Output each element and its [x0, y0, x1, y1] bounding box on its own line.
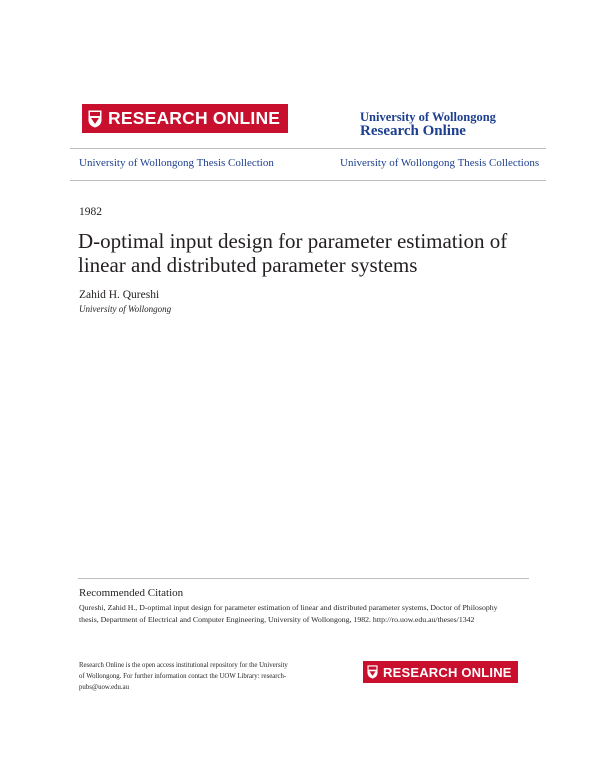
uow-shield-icon — [88, 110, 102, 128]
logo-text: RESEARCH ONLINE — [383, 664, 512, 680]
uow-shield-icon — [367, 665, 378, 679]
thesis-collection-link[interactable]: University of Wollongong Thesis Collection — [79, 157, 274, 169]
divider — [78, 578, 529, 579]
author-affiliation: University of Wollongong — [79, 304, 172, 314]
repository-name[interactable]: Research Online — [360, 123, 466, 139]
logo-text: RESEARCH ONLINE — [108, 108, 281, 128]
author-name[interactable]: Zahid H. Qureshi — [79, 289, 160, 301]
publication-year: 1982 — [79, 206, 102, 218]
research-online-footer-logo[interactable] — [363, 661, 518, 683]
citation-heading: Recommended Citation — [79, 587, 184, 599]
research-online-logo[interactable] — [82, 104, 288, 133]
university-name[interactable]: University of Wollongong — [360, 110, 496, 124]
citation-text: Qureshi, Zahid H., D-optimal input design for parameter estimation of linear and distributed parameter systems, Doctor of Philosophy thesis, Department of Electrical and Computer Engineering, University of Wollongong, 1982. http://ro.uow.edu.au/theses/1342 — [79, 603, 498, 624]
thesis-title: D-optimal input design for parameter estimation of linear and distributed parameter systems — [78, 229, 508, 277]
thesis-collections-link[interactable]: University of Wollongong Thesis Collections — [340, 157, 540, 169]
divider — [70, 180, 546, 181]
divider — [70, 148, 546, 149]
repository-note: Research Online is the open access institutional repository for the University of Wollongong. For further information contact the UOW Library: research-pubs@uow.edu.au — [79, 662, 288, 691]
